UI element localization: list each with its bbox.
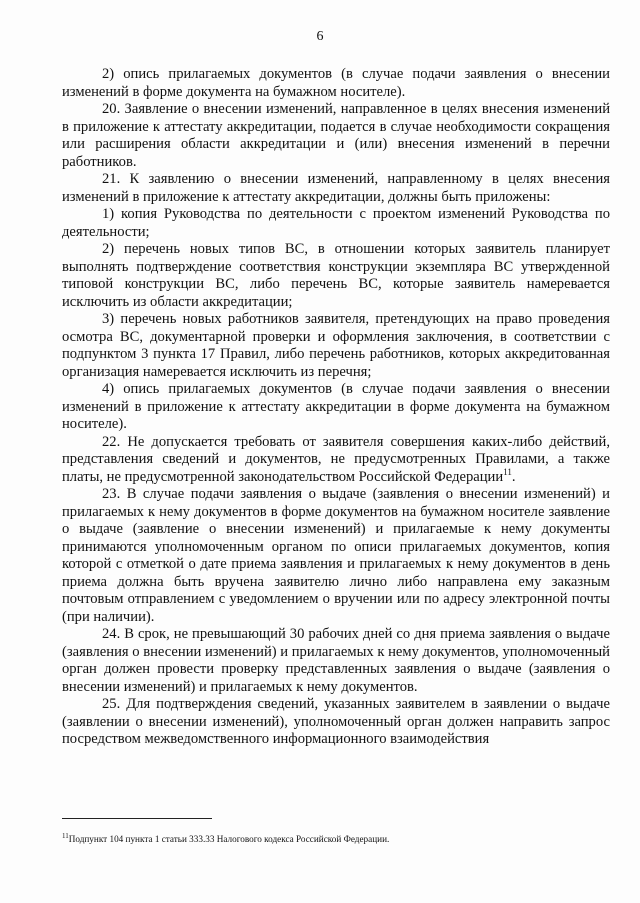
paragraph-22-suffix: .	[511, 468, 516, 485]
paragraph-21-2: 2) перечень новых типов ВС, в отношении которых заявитель планирует выполнять подтверждение соответствия конструкции экземпляра ВС утвержденной типовой конструкции ВС, либо перечень ВС, которые заявитель намеревается исключить из области аккредитации;	[62, 241, 610, 310]
footnote-marker: 11	[62, 832, 69, 840]
paragraph-21-1: 1) копия Руководства по деятельности с проектом изменений Руководства по деятельности;	[62, 206, 610, 240]
paragraph-19-2: 2) опись прилагаемых документов (в случае подачи заявления о внесении изменений в форме документа на бумажном носителе).	[62, 66, 610, 100]
paragraph-23: 23. В случае подачи заявления о выдаче (заявления о внесении изменений) и прилагаемых к нему документов в форме документов на бумажном носителе заявление о выдаче (заявление о внесении изменений) и прилагаемые к нему документы принимаются уполномоченным органом по описи прилагаемых документов, копия которой с отметкой о дате приема заявления и прилагаемых к нему документов в день приема должна быть вручена заявителю лично либо направлена ему заказным почтовым отправлением с уведомлением о вручении или по адресу электронной почты (при наличии).	[62, 486, 610, 625]
body-text	[62, 66, 610, 749]
paragraph-21-4: 4) опись прилагаемых документов (в случае подачи заявления о внесении изменений в приложение к аттестату аккредитации в форме документа на бумажном носителе).	[62, 381, 610, 432]
page-number: 6	[316, 29, 324, 44]
paragraph-25: 25. Для подтверждения сведений, указанных заявителем в заявлении о выдаче (заявлении о внесении изменений), уполномоченный орган должен направить запрос посредством межведомственного информационного взаимодействия	[62, 696, 610, 747]
paragraph-24: 24. В срок, не превышающий 30 рабочих дней со дня приема заявления о выдаче (заявления о внесении изменений) и прилагаемых к нему документов, уполномоченный орган должен провести проверку представленных заявления о выдаче (заявления о внесении изменений) и прилагаемых к нему документов.	[62, 626, 610, 695]
paragraph-21-3: 3) перечень новых работников заявителя, претендующих на право проведения осмотра ВС, документарной проверки и оформления заключения, в соответствии с подпунктом 3 пункта 17 Правил, либо перечень работников, которых аккредитованная организация намеревается исключить из перечня;	[62, 311, 610, 380]
paragraph-22-text: 22. Не допускается требовать от заявителя совершения каких-либо действий, представления сведений и документов, не предусмотренных Правилами, а также платы, не предусмотренной законодательством Российской Федерации	[62, 433, 610, 485]
paragraph-20: 20. Заявление о внесении изменений, направленное в целях внесения изменений в приложение к аттестату аккредитации, подается в случае необходимости сокращения или расширения области аккредитации и (или) внесения изменений в перечни работников.	[62, 101, 610, 170]
footnote-text: Подпункт 104 пункта 1 статьи 333.33 Налогового кодекса Российской Федерации.	[68, 834, 390, 845]
footnote	[62, 830, 610, 845]
paragraph-22	[62, 434, 610, 487]
paragraph-21: 21. К заявлению о внесении изменений, направленному в целях внесения изменений в приложение к аттестату аккредитации, должны быть приложены:	[62, 171, 610, 205]
footnote-separator	[62, 818, 212, 819]
footnote-reference[interactable]: 11	[503, 466, 512, 477]
